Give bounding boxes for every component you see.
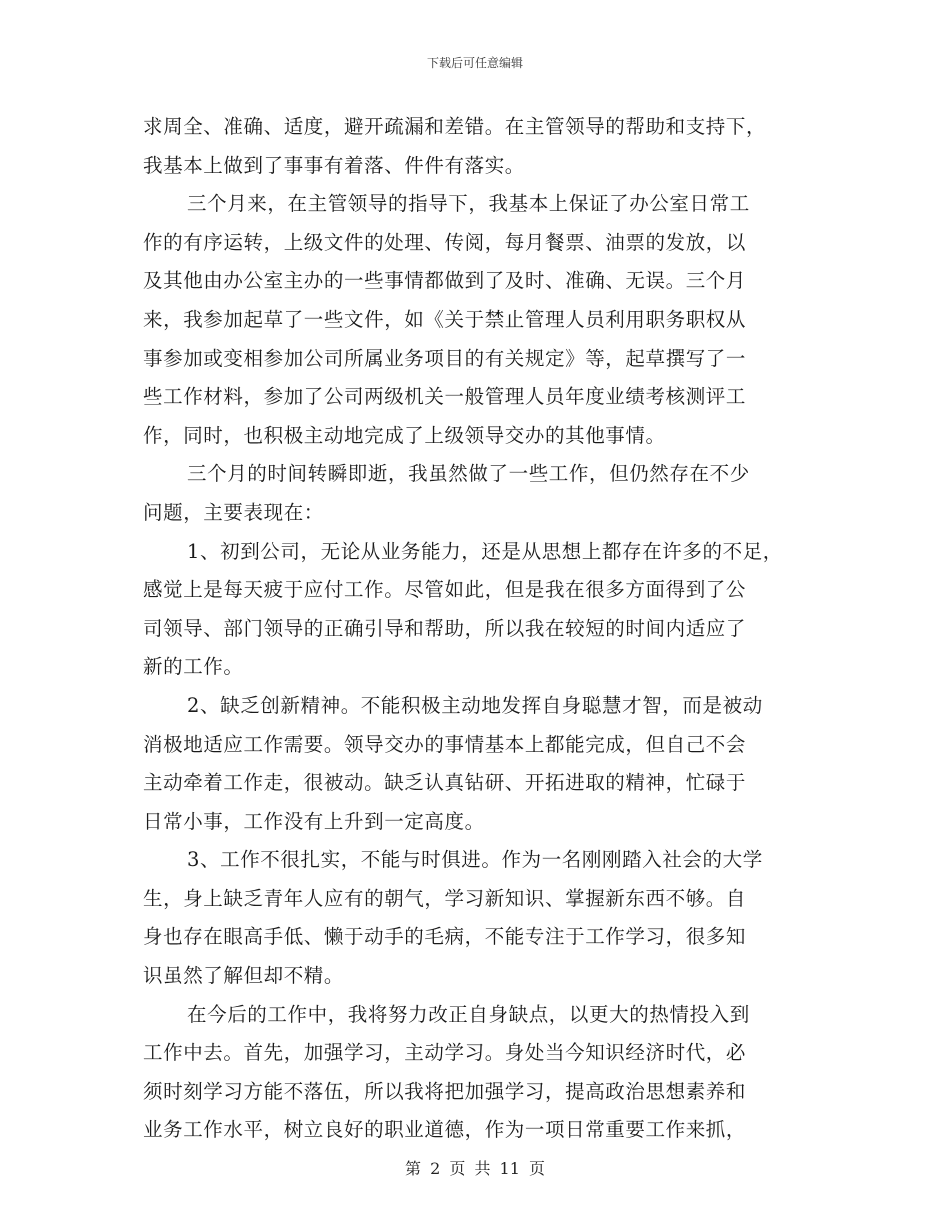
text-line: 业务工作水平，树立良好的职业道德，作为一项日常重要工作来抓， <box>143 1118 747 1142</box>
text-line: 3、工作不很扎实，不能与时俱进。作为一名刚刚踏入社会的大学 <box>187 848 763 872</box>
text-line: 三个月来，在主管领导的指导下，我基本上保证了办公室日常工 <box>187 192 750 216</box>
text-line: 1、初到公司，无论从业务能力，还是从思想上都存在许多的不足， <box>187 539 783 563</box>
text-line: 2、缺乏创新精神。不能积极主动地发挥自身聪慧才智，而是被动 <box>187 693 763 717</box>
text-line: 作的有序运转，上级文件的处理、传阅，每月餐票、油票的发放，以 <box>143 230 747 254</box>
text-line: 工作中去。首先，加强学习，主动学习。身处当今知识经济时代，必 <box>143 1041 747 1065</box>
text-line: 事参加或变相参加公司所属业务项目的有关规定》等，起草撰写了一 <box>143 346 747 370</box>
text-line: 主动牵着工作走，很被动。缺乏认真钻研、开拓进取的精神，忙碌于 <box>143 771 747 795</box>
text-line: 作，同时，也积极主动地完成了上级领导交办的其他事情。 <box>143 423 666 447</box>
text-line: 司领导、部门领导的正确引导和帮助，所以我在较短的时间内适应了 <box>143 616 747 640</box>
text-line: 在今后的工作中，我将努力改正自身缺点，以更大的热情投入到 <box>187 1002 750 1026</box>
text-line: 及其他由办公室主办的一些事情都做到了及时、准确、无误。三个月 <box>143 269 747 293</box>
text-line: 新的工作。 <box>143 655 244 679</box>
text-line: 求周全、准确、适度，避开疏漏和差错。在主管领导的帮助和支持下， <box>143 115 767 138</box>
text-line: 识虽然了解但却不精。 <box>143 964 345 988</box>
text-line: 我基本上做到了事事有着落、件件有落实。 <box>143 153 525 177</box>
text-line: 消极地适应工作需要。领导交办的事情基本上都能完成，但自己不会 <box>143 732 747 756</box>
text-line: 三个月的时间转瞬即逝，我虽然做了一些工作，但仍然存在不少 <box>187 462 750 486</box>
text-line: 问题，主要表现在： <box>143 500 324 524</box>
text-line: 来，我参加起草了一些文件，如《关于禁止管理人员利用职务职权从 <box>143 307 747 331</box>
text-line: 须时刻学习方能不落伍，所以我将把加强学习，提高政治思想素养和 <box>143 1079 747 1103</box>
document-body <box>143 108 823 1150</box>
text-line: 些工作材料，参加了公司两级机关一般管理人员年度业绩考核测评工 <box>143 385 747 409</box>
text-line: 身也存在眼高手低、懒于动手的毛病，不能专注于工作学习，很多知 <box>143 925 747 949</box>
text-line: 感觉上是每天疲于应付工作。尽管如此，但是我在很多方面得到了公 <box>143 578 747 602</box>
text-line: 日常小事，工作没有上升到一定高度。 <box>143 809 485 833</box>
page-header: 下载后可任意编辑 <box>426 56 523 70</box>
text-line: 生，身上缺乏青年人应有的朝气，学习新知识、掌握新东西不够。自 <box>143 886 747 910</box>
page-footer: 第 2 页 共 11 页 <box>405 1159 545 1178</box>
